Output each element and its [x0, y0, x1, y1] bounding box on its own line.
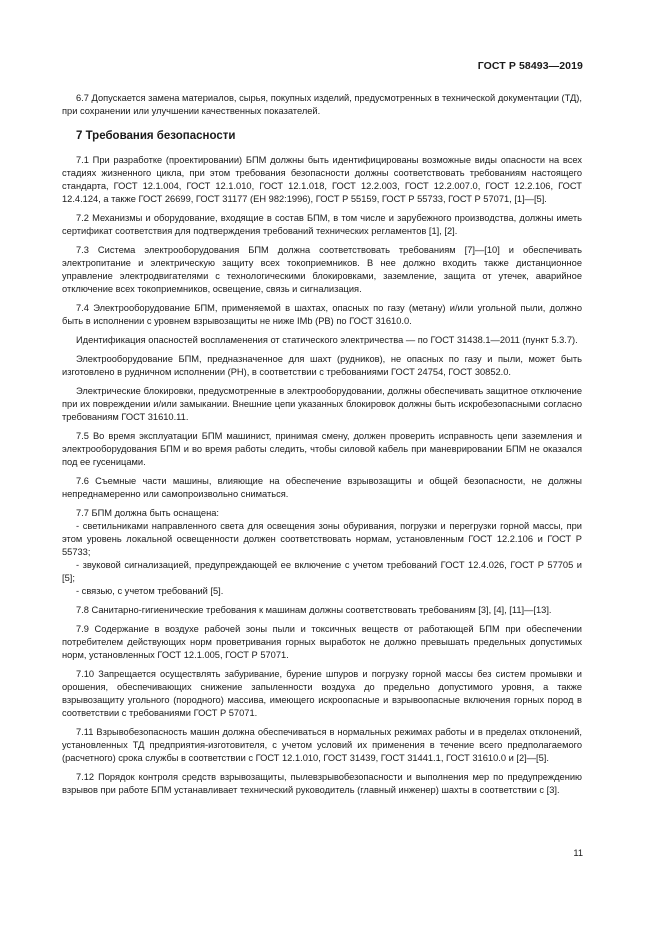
paragraph-7-11: 7.11 Взрывобезопасность машин должна обеспечиваться в нормальных режимах работы и в пределах отклонений, установленных ТД предприятия-изготовителя, с учетом условий их применения в течение всего предполагаемого (расчетного) срока службы в соответствии с ГОСТ 12.1.010, ГОСТ 31439, ГОСТ 31441.1, ГОСТ 31610.0 и [2]—[5]. [62, 727, 582, 763]
list-item-lighting: - светильниками направленного света для освещения зоны обуривания, погрузки и перегрузки горной массы, при этом уровень локальной освещенности должен соответствовать нормам, установленным ГОСТ 12.2.106 и ГОСТ Р 55733; [62, 521, 582, 557]
paragraph-7-4-mine-design: Электрооборудование БПМ, предназначенное для шахт (рудников), не опасных по газу и пыли, может быть изготовлено в рудничном исполнении (РН), в соответствии с требованиями ГОСТ 24754, ГОСТ 30852.0. [62, 354, 582, 377]
list-item-sound-signal: - звуковой сигнализацией, предупреждающей ее включение с учетом требований ГОСТ 12.4.026, ГОСТ Р 57705 и [5]; [62, 560, 582, 583]
paragraph-7-5: 7.5 Во время эксплуатации БПМ машинист, принимая смену, должен проверить исправность цепи заземления и электрооборудования БПМ и во время работы следить, чтобы силовой кабель при маневрировании БПМ не оказался под ее гусеницами. [62, 431, 582, 467]
paragraph-7-4: 7.4 Электрооборудование БПМ, применяемой в шахтах, опасных по газу (метану) и/или угольной пыли, должно быть в исполнении с уровнем взрывозащиты не ниже IMb (PB) по ГОСТ 31610.0. [62, 303, 582, 326]
section-heading: 7 Требования безопасности [76, 130, 236, 142]
list-item-communication: - связью, с учетом требований [5]. [76, 586, 224, 596]
paragraph-7-4-interlocks: Электрические блокировки, предусмотренные в электрооборудовании, должны обеспечивать защитное отключение при их повреждении и/или замыкании. Внешние цепи указанных блокировок должны быть искробезопасными согласно требованиям ГОСТ 31610.11. [62, 386, 582, 422]
paragraph-7-2: 7.2 Механизмы и оборудование, входящие в состав БПМ, в том числе и зарубежного производства, должны иметь сертификат соответствия для подтверждения требований технических регламентов [1], [2]. [62, 213, 582, 236]
paragraph-7-12: 7.12 Порядок контроля средств взрывозащиты, пылевзрывобезопасности и выполнения мер по предупреждению взрывов при работе БПМ устанавливает технический руководитель (главный инженер) шахты в соответствии с [3]. [62, 772, 582, 795]
paragraph-7-6: 7.6 Съемные части машины, влияющие на обеспечение взрывозащиты и общей безопасности, не должны непреднамеренно или самопроизвольно сниматься. [62, 476, 582, 499]
paragraph-7-1: 7.1 При разработке (проектировании) БПМ должны быть идентифицированы возможные виды опасности на всех стадиях жизненного цикла, при этом требования безопасности должны соответствовать требованиям настоящего стандарта, ГОСТ 12.1.004, ГОСТ 12.1.010, ГОСТ 12.1.018, ГОСТ 12.2.003, ГОСТ 12.2.007.0, ГОСТ 12.2.106, ГОСТ 12.4.124, а также ГОСТ 26699, ГОСТ 31177 (ЕН 982:1996), ГОСТ Р 55159, ГОСТ Р 55733, ГОСТ Р 57071, [1]—[5]. [62, 155, 582, 204]
paragraph-6-7: 6.7 Допускается замена материалов, сырья, покупных изделий, предусмотренных в технической документации (ТД), при сохранении или улучшении качественных показателей. [62, 93, 582, 116]
standard-code-header: ГОСТ Р 58493—2019 [477, 60, 583, 72]
paragraph-7-8: 7.8 Санитарно-гигиенические требования к машинам должны соответствовать требованиям [3], [4], [11]—[13]. [76, 605, 552, 615]
page-number: 11 [573, 848, 583, 858]
page-body [62, 92, 582, 797]
paragraph-7-9: 7.9 Содержание в воздухе рабочей зоны пыли и токсичных веществ от работающей БПМ при обеспечении потребителем действующих норм проветривания горных выработок не должно превышать предельных допустимых норм, установленных ГОСТ 12.1.005, ГОСТ Р 57071. [62, 624, 582, 660]
paragraph-7-7: 7.7 БПМ должна быть оснащена: [76, 508, 219, 518]
paragraph-7-4-identification: Идентификация опасностей воспламенения от статического электричества — по ГОСТ 31438.1—2011 (пункт 5.3.7). [76, 335, 578, 345]
paragraph-7-10: 7.10 Запрещается осуществлять забуривание, бурение шпуров и погрузку горной массы без систем промывки и орошения, обеспечивающих снижение запыленности воздуха до предельно допустимого уровня, а также взрывозащиту угольного (породного) массива, имеющего искроопасные и взрывоопасные включения горных пород в соответствии с требованиями ГОСТ Р 57071. [62, 669, 582, 718]
paragraph-7-3: 7.3 Система электрооборудования БПМ должна соответствовать требованиям [7]—[10] и обеспечивать электропитание и электрическую защиту всех токоприемников. В нее должно входить также дистанционное управление электродвигателями с технологическими блокировками, заземление, защита от утечек, аварийное отключение всех токоприемников, освещение, связь и сигнализация. [62, 245, 582, 294]
